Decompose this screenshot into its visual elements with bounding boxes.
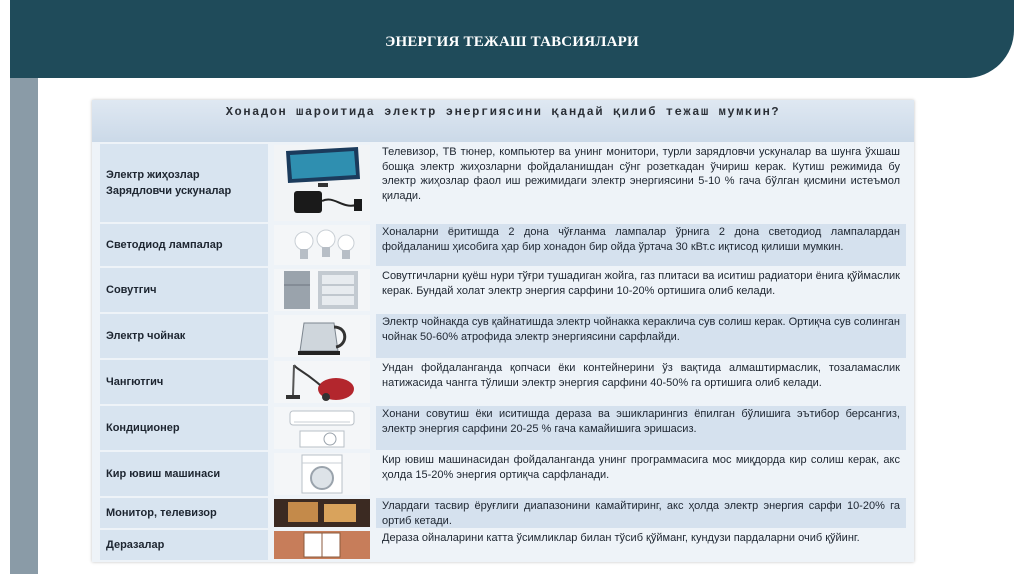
electric-kettle-image [274, 315, 370, 357]
row-category: Кир ювиш машинаси [100, 452, 268, 496]
window-image [274, 531, 370, 559]
led-lamps-image [274, 225, 370, 265]
row-description: Телевизор, ТВ тюнер, компьютер ва унинг монитори, турли зарядловчи ускуналар ва шунга ўхшаш бошқа электр жиҳозларни фойдаланишдан сўнг розеткадан ўчириш керак. Кутиш режимида бу электр жиҳозлар фаол иш режимидаги электр энергиясини 5-10 % гача бўлган қисмини истеъмол қилади. [376, 144, 906, 222]
row-category: Светодиод лампалар [100, 224, 268, 266]
row-category: Совутгич [100, 268, 268, 312]
washing-machine-image [274, 453, 370, 495]
table-row [96, 268, 910, 312]
vacuum-cleaner-image [274, 361, 370, 403]
row-category: Кондиционер [100, 406, 268, 450]
row-category: Электр чойнак [100, 314, 268, 358]
table-row [96, 452, 910, 496]
page-title: ЭНЕРГИЯ ТЕЖАШ ТАВСИЯЛАРИ [385, 34, 639, 50]
left-accent-bar [10, 0, 38, 574]
row-category: Монитор, телевизор [100, 498, 268, 528]
row-description: Хоналарни ёритишда 2 дона чўғланма лампалар ўрнига 2 дона светодиод лампалардан фойдаланиш ҳисобига ҳар бир хонадон бир ойда ўртача 30 кВт.с иқтисод қилиши мумкин. [376, 224, 906, 266]
table-row [96, 360, 910, 404]
row-description: Электр чойнакда сув қайнатишда электр чойнакка кераклича сув солиш керак. Ортиқча сув солинган чойнак 50-60% атрофида электр энергиясини сарфлайди. [376, 314, 906, 358]
table-row [96, 498, 910, 528]
refrigerator-image [274, 269, 370, 311]
monitor-tv-image [274, 499, 370, 527]
table-row [96, 406, 910, 450]
row-description: Совутгичларни қуёш нури тўғри тушадиган жойга, газ плитаси ва иситиш радиатори ёнига қўймаслик керак. Бундай холат электр энергия сарфини 10-20% ортишига олиб келади. [376, 268, 906, 312]
table-row [96, 224, 910, 266]
row-description: Ундан фойдаланганда қопчаси ёки контейнерини ўз вақтида алмаштирмаслик, тозаламаслик натижасида чангга тўлиши электр энергия сарфини 40-50% га ортишига олиб келади. [376, 360, 906, 404]
row-description: Хонани совутиш ёки иситишда дераза ва эшикларингиз ёпилган бўлишига эътибор берсангиз, электр энергия сарфини 20-25 % гача камайишига эришасиз. [376, 406, 906, 450]
row-description: Улардаги тасвир ёруғлиги диапазонини камайтиринг, акс ҳолда электр энергия сарфи 10-20% га ортиб кетади. [376, 498, 906, 528]
row-description: Кир ювиш машинасидан фойдаланганда унинг программасига мос миқдорда кир солиш керак, акс ҳолда 15-20% энергия ортиқча сарфланади. [376, 452, 906, 496]
row-description: Дераза ойналарини катта ўсимликлар билан тўсиб қўйманг, кундузи пардаларни очиб қўйинг. [376, 530, 906, 560]
row-category: Чангютгич [100, 360, 268, 404]
header-banner [10, 0, 1014, 78]
table-row [96, 144, 910, 222]
row-category: Электр жиҳозлар Зарядловчи ускуналар [100, 144, 268, 222]
table-row [96, 314, 910, 358]
tips-table [92, 100, 914, 562]
tv-and-charger-image [274, 145, 370, 221]
air-conditioner-image [274, 407, 370, 449]
table-title: Хонадон шароитида электр энергиясини қандай қилиб тежаш мумкин? [92, 100, 914, 142]
row-category: Деразалар [100, 530, 268, 560]
table-row [96, 530, 910, 560]
